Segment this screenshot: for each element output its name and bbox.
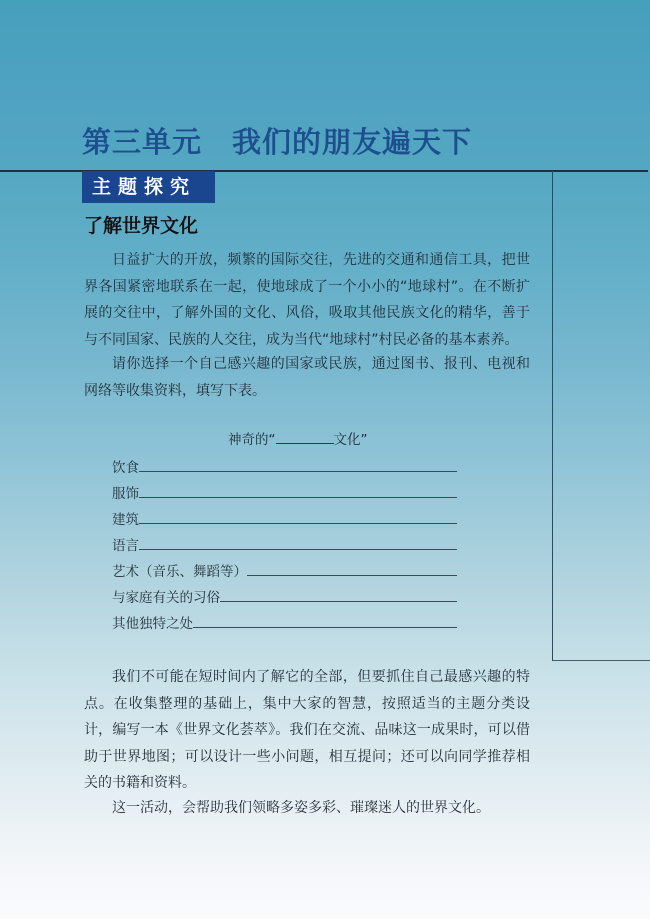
side-margin-panel bbox=[552, 171, 650, 661]
closing-paragraph-1: 我们不可能在短时间内了解它的全部，但要抓住自己最感兴趣的特点。在收集整理的基础上，集中大家的智慧，按照适当的主题分类设计，编写一本《世界文化荟萃》。我们在交流、品味这一成果时，可以借助于世界地图；可以设计一些小问题，相互提问；还可以向同学推荐相关的书籍和资料。 bbox=[84, 669, 530, 791]
topic-badge: 主题探究 bbox=[82, 171, 215, 203]
closing-paragraph-2: 这一活动，会帮助我们领略多姿多彩、璀璨迷人的世界文化。 bbox=[112, 800, 490, 816]
intro-paragraph-2: 请你选择一个自己感兴趣的国家或民族，通过图书、报刊、电视和网络等收集资料，填写下表。 bbox=[84, 356, 530, 399]
fill-in-line[interactable] bbox=[220, 600, 457, 602]
form-row-architecture bbox=[112, 506, 457, 528]
field-label: 建筑 bbox=[112, 512, 139, 528]
form-row-language bbox=[112, 532, 457, 554]
fill-in-line[interactable] bbox=[193, 626, 457, 628]
form-row-arts bbox=[112, 558, 457, 580]
form-row-family-customs bbox=[112, 584, 457, 606]
fill-in-line[interactable] bbox=[139, 470, 457, 472]
form-row-clothing bbox=[112, 480, 457, 502]
field-label: 艺术（音乐、舞蹈等） bbox=[112, 564, 247, 580]
form-title bbox=[228, 428, 368, 448]
field-label: 饮食 bbox=[112, 460, 139, 476]
form-row-food bbox=[112, 454, 457, 476]
fill-in-line[interactable] bbox=[139, 548, 457, 550]
intro-paragraph-1: 日益扩大的开放，频繁的国际交往，先进的交通和通信工具，把世界各国紧密地联系在一起，使地球成了一个小小的“地球村”。在不断扩展的交往中，了解外国的文化、风俗，吸取其他民族文化的精华，善于与不同国家、民族的人交往，成为当代“地球村”村民必备的基本素养。 bbox=[84, 252, 530, 348]
field-label: 与家庭有关的习俗 bbox=[112, 590, 220, 606]
section-title: 了解世界文化 bbox=[84, 215, 199, 237]
fill-in-line[interactable] bbox=[139, 496, 457, 498]
culture-name-blank[interactable] bbox=[276, 433, 334, 444]
field-label: 语言 bbox=[112, 538, 139, 554]
fill-in-line[interactable] bbox=[247, 574, 457, 576]
form-title-suffix: 文化” bbox=[333, 432, 368, 448]
form-title-prefix: 神奇的“ bbox=[228, 432, 276, 448]
fill-in-line[interactable] bbox=[139, 522, 457, 524]
field-label: 其他独特之处 bbox=[112, 616, 193, 632]
form-row-other bbox=[112, 610, 457, 632]
unit-title: 第三单元 我们的朋友遍天下 bbox=[82, 125, 473, 159]
field-label: 服饰 bbox=[112, 486, 139, 502]
